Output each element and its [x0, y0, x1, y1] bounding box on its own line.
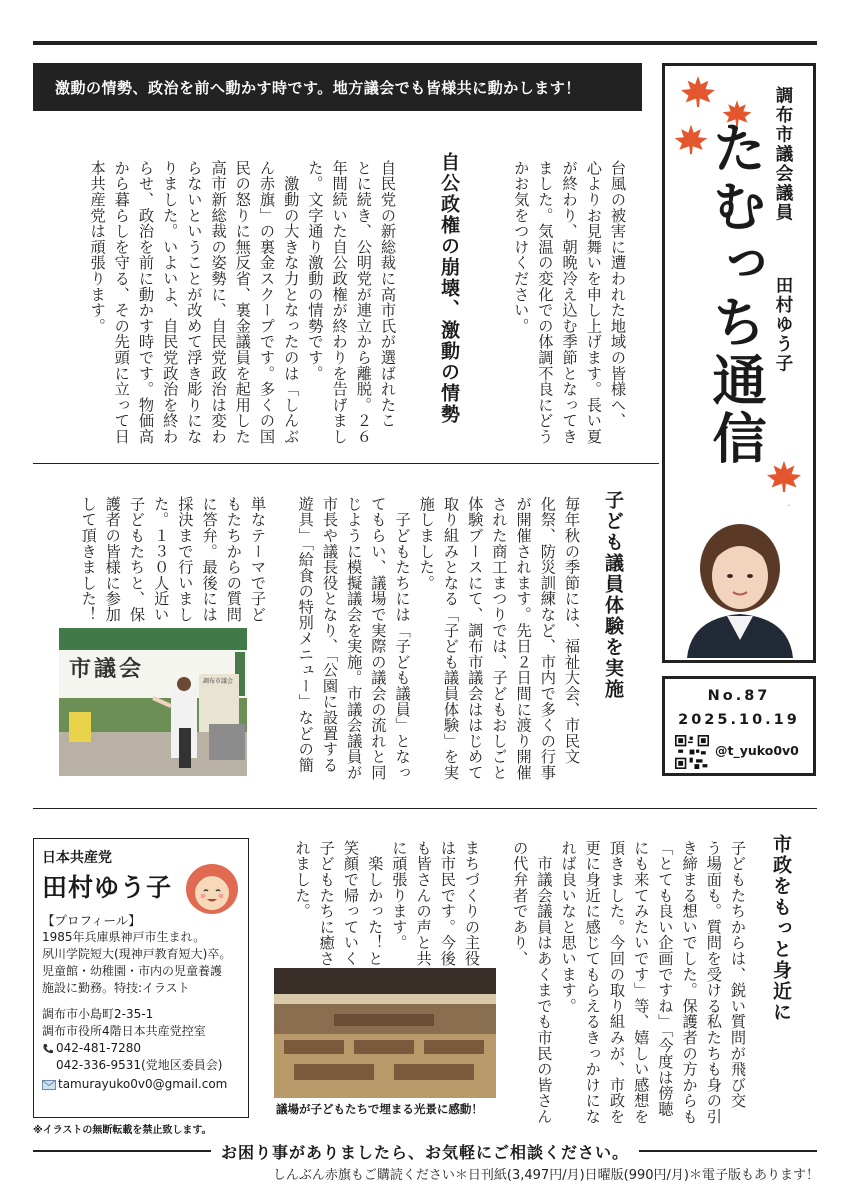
- article2-line: 子どもたちには「子ども議員」となっ: [393, 496, 412, 781]
- office-location: 調布市役所4階日本共産党控室: [42, 1024, 206, 1038]
- article3-line: 更に身近に感じてもらえるきっかけにな: [583, 840, 602, 1125]
- article3-line: は市民です。今後: [438, 840, 457, 967]
- email-row: [42, 1076, 240, 1093]
- illustration-notice: ※イラストの無断転載を禁止致します。: [33, 1125, 212, 1136]
- article3-line: 笑顔で帰っていく: [341, 840, 360, 967]
- article2-line: もたちからの質問: [224, 496, 243, 623]
- social-handle[interactable]: @t_yuko0v0: [715, 743, 799, 758]
- masthead: [662, 63, 816, 663]
- article3-line: 頂きました。今回の取り組みが、市政を: [607, 840, 626, 1125]
- article3-line: れば良いなと思います。: [559, 840, 578, 1014]
- top-rule: [33, 41, 817, 45]
- article3-heading: 市政をもっと身近に: [770, 834, 792, 1023]
- article1-line: た。文字通り激動の情勢です。: [306, 160, 325, 382]
- footer-line-left: [33, 1150, 211, 1152]
- article3-line: 「とても良い企画ですね」「今度は傍聴: [656, 840, 675, 1117]
- article2-line: 遊具」「給食の特別メニュー」などの簡: [296, 496, 315, 773]
- footer-cta-bar: [33, 1140, 817, 1162]
- phone-row: [42, 1040, 240, 1057]
- article3-body-left: [274, 840, 484, 970]
- mail-icon: [42, 1080, 56, 1090]
- assembly-hall-caption: 議場が子どもたちで埋まる光景に感動！: [276, 1102, 483, 1116]
- profile-bio-line: 夙川学院短大(現神戸教育短大)卒。: [42, 947, 232, 961]
- booth-board-text: 調布市議会: [203, 678, 234, 685]
- newsletter-title: たむっち通信: [704, 120, 767, 468]
- issue-number: No.87: [707, 688, 771, 704]
- article1-line: ん赤旗」の裏金スクープです。多くの国: [257, 160, 276, 445]
- booth-sign-text: 市議会: [69, 657, 145, 682]
- issue-info-box: [662, 676, 816, 776]
- article1-heading: 自公政権の崩壊、激動の情勢: [438, 152, 460, 425]
- issue-date: 2025.10.19: [678, 712, 800, 728]
- qr-code-icon[interactable]: [675, 735, 709, 769]
- maple-leaf-icon: [765, 458, 803, 494]
- article3-line: き締まる想いでした。保護者の方からも: [680, 840, 699, 1125]
- article3-line: 子どもたちからは、鋭い質問が飛び交: [729, 840, 747, 1109]
- assembly-hall-photo: [274, 968, 496, 1098]
- article1-line: 高市新総裁の姿勢に、自民党政治は変わ: [209, 160, 228, 445]
- article2-line: 子どもたちと、保: [127, 496, 146, 623]
- greeting-line: 台風の被害に遭われた地域の皆様へ、: [609, 160, 627, 429]
- article2-line: じように模擬議会を実施。市議会議員が: [345, 496, 364, 781]
- greeting-line: 心よりお見舞いを申し上げます。長い夏: [584, 160, 603, 445]
- phone-number[interactable]: 042-481-7280: [56, 1041, 142, 1055]
- article3-line: 市議会議員はあくまでも市民の皆さん: [535, 840, 554, 1125]
- office-address: 調布市小島町2-35-1: [42, 1007, 154, 1021]
- article2-line: して頂きました！: [79, 496, 98, 623]
- article2-line: 単なテーマで子ど: [249, 496, 267, 623]
- masthead-member-name: 田村ゆう子: [773, 276, 793, 374]
- article2-line: 取り組みとなる「子ども議員体験」を実: [441, 496, 460, 781]
- article2-line: が開催されます。先日２日間に渡り開催: [514, 496, 533, 781]
- article3-line: も皆さんの声と共: [414, 840, 433, 967]
- party-name: 日本共産党: [42, 850, 112, 866]
- article1-line: らせ、政治を前に動かす時です。物価高: [136, 160, 155, 445]
- article1-line: 民の怒りに無反省、裏金議員を起用した: [233, 160, 252, 445]
- article1-line: らないということが改めて浮き彫りにな: [185, 160, 204, 445]
- avatar: [184, 861, 240, 917]
- article2-line: 護者の皆様に参加: [103, 496, 122, 623]
- article3-line: 楽しかった！と: [366, 840, 385, 967]
- profile-card: [33, 838, 249, 1118]
- article1-line: りました。いよいよ、自民党政治を終わ: [161, 160, 180, 445]
- article2-heading: 子ども議員体験を実施: [602, 490, 624, 700]
- profile-bio-line: 施設に勤務。特技:イラスト: [42, 981, 190, 995]
- masthead-subtitle: 調布市議会議員: [773, 86, 793, 223]
- subscription-notice: しんぶん赤旗もご購読ください＊日刊紙(3,497円/月)日曜版(990円/月)＊電子版もあります！: [272, 1168, 819, 1183]
- article2-line: された商工まつりでは、子どもおしごと: [490, 496, 509, 781]
- booth-photo: [59, 628, 247, 776]
- profile-label: 【プロフィール】: [42, 913, 141, 928]
- article1-line: とに続き、公明党が連立から離脱。２６: [354, 160, 373, 445]
- phone-number-district[interactable]: 042-336-9531(党地区委員会): [56, 1058, 223, 1072]
- profile-bio-line: 1985年兵庫県神戸市生まれ。: [42, 930, 206, 944]
- profile-bio-line: 児童館・幼稚園・市内の児童養護: [42, 964, 223, 978]
- article1-line: から暮らしを守る、その先頭に立って日: [112, 160, 131, 445]
- article2-line: てもらい、議場で実際の議会の流れと同: [369, 496, 388, 781]
- footer-line-right: [639, 1150, 817, 1152]
- article1-line: 年間続いた自公政権が終わりを告げまし: [330, 160, 349, 445]
- greeting-line: が終わり、朝晩冷え込む季節となってき: [560, 160, 579, 445]
- article1-line: 激動の大きな力となったのは「しんぶ: [282, 160, 301, 445]
- article1-body: [60, 160, 400, 450]
- greeting-line: かお気をつけください。: [512, 160, 531, 334]
- article3-line: にも来てみたいです」等、嬉しい感想を: [632, 840, 651, 1125]
- article2-line: 毎年秋の季節には、福祉大会、市民文: [563, 496, 581, 765]
- article2-line: 採決まで行いまし: [176, 496, 195, 623]
- article3-line: まちづくりの主役: [463, 840, 481, 967]
- member-portrait: [675, 506, 805, 658]
- profile-name: 田村ゆう子: [42, 873, 173, 902]
- headline-banner: 激動の情勢、政治を前へ動かす時です。地方議会でも皆様共に動かします！: [33, 63, 642, 111]
- footer-cta-text: お困り事がありましたら、お気軽にご相談ください。: [221, 1142, 630, 1162]
- article1-line: 本共産党は頑張ります。: [88, 160, 107, 334]
- article2-line: 施しました。: [417, 496, 436, 591]
- greeting-line: ました。気温の変化での体調不良にどう: [536, 160, 555, 445]
- article2-body-right: [284, 496, 584, 786]
- article3-line: 子どもたちに癒さ: [317, 840, 336, 967]
- maple-leaf-icon: [679, 74, 717, 108]
- section-divider: [33, 463, 659, 464]
- article1-line: 自民党の新総裁に高市氏が選ばれたこ: [379, 160, 397, 429]
- article2-line: 市長や議長役となり、「公園に設置する: [320, 496, 339, 773]
- article2-line: に答弁。最後には: [200, 496, 219, 623]
- email-address[interactable]: tamurayuko0v0@gmail.com: [58, 1077, 228, 1091]
- article3-body-right: [500, 840, 750, 1130]
- article2-line: た。１３０人近い: [152, 496, 171, 623]
- section-divider: [33, 808, 817, 809]
- greeting-text: [500, 160, 630, 450]
- article2-line: 体験ブースにて、調布市議会ははじめて: [466, 496, 485, 781]
- article3-line: れました。: [293, 840, 312, 919]
- article2-line: 化祭、防災訓練など、市内で多くの行事: [538, 496, 557, 781]
- article3-line: の代弁者であり、: [511, 840, 530, 967]
- article2-body-left: [60, 496, 270, 626]
- article3-line: に頑張ります。: [390, 840, 409, 951]
- article3-line: う場面も。質問を受ける私たちも身の引: [704, 840, 723, 1125]
- phone-icon: [42, 1043, 54, 1055]
